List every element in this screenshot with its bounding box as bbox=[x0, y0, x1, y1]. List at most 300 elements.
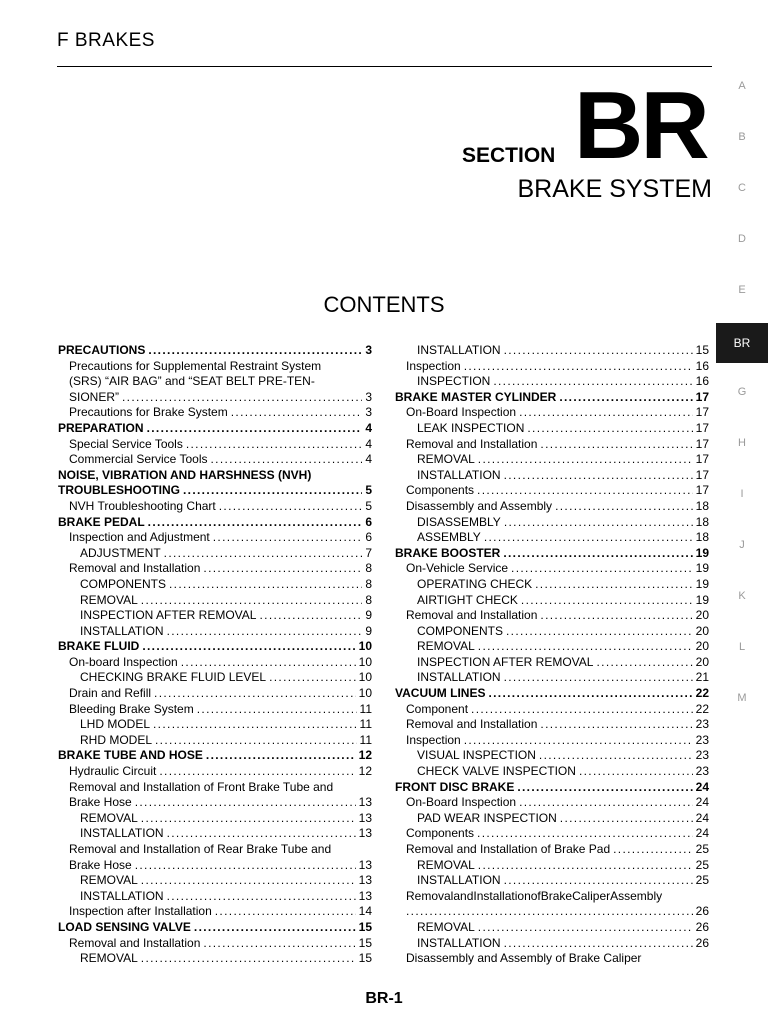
toc-entry[interactable] bbox=[395, 873, 709, 889]
section-tab-a[interactable]: A bbox=[738, 80, 746, 92]
toc-entry[interactable] bbox=[395, 858, 709, 874]
toc-entry[interactable] bbox=[395, 546, 709, 562]
toc-entry[interactable] bbox=[58, 842, 372, 858]
toc-entry[interactable] bbox=[58, 780, 372, 796]
toc-entry-page: 24 bbox=[695, 810, 709, 825]
toc-entry-page: 24 bbox=[695, 795, 709, 810]
toc-entry-title: On-Board Inspection bbox=[406, 405, 517, 420]
toc-entry-page: 22 bbox=[695, 686, 709, 701]
toc-entry-page: 8 bbox=[365, 592, 372, 607]
toc-entry[interactable] bbox=[58, 468, 372, 484]
toc-dot-leader bbox=[596, 655, 692, 671]
toc-entry[interactable] bbox=[58, 951, 372, 967]
toc-entry-page: 9 bbox=[365, 608, 372, 623]
toc-dot-leader bbox=[464, 733, 693, 749]
toc-dot-leader bbox=[169, 577, 362, 593]
toc-entry-page: 17 bbox=[695, 389, 709, 404]
toc-dot-leader bbox=[477, 483, 693, 499]
toc-dot-leader bbox=[613, 842, 693, 858]
toc-dot-leader bbox=[519, 795, 693, 811]
toc-entry[interactable] bbox=[58, 546, 372, 562]
toc-dot-leader bbox=[540, 437, 692, 453]
toc-entry[interactable] bbox=[395, 733, 709, 749]
toc-entry-title: Disassembly and Assembly bbox=[406, 498, 553, 513]
toc-dot-leader bbox=[186, 437, 362, 453]
toc-entry-title: RHD MODEL bbox=[80, 732, 153, 747]
toc-entry-page: 20 bbox=[695, 623, 709, 638]
toc-entry-page: 10 bbox=[358, 670, 372, 685]
toc-entry-page: 23 bbox=[695, 717, 709, 732]
toc-dot-leader bbox=[503, 546, 692, 562]
toc-entry[interactable] bbox=[395, 421, 709, 437]
toc-entry[interactable] bbox=[395, 577, 709, 593]
toc-entry[interactable] bbox=[58, 561, 372, 577]
section-tab-g[interactable]: G bbox=[737, 386, 747, 398]
toc-entry-title: NVH Troubleshooting Chart bbox=[69, 498, 216, 513]
toc-dot-leader bbox=[519, 405, 693, 421]
toc-entry[interactable] bbox=[395, 608, 709, 624]
toc-entry-title: Disassembly and Assembly of Brake Caliper bbox=[406, 951, 642, 966]
toc-entry-page: 10 bbox=[358, 639, 372, 654]
toc-dot-leader bbox=[540, 717, 692, 733]
section-tab-l[interactable]: L bbox=[738, 641, 746, 653]
toc-entry-title: BRAKE BOOSTER bbox=[395, 545, 501, 560]
toc-entry-title: BRAKE FLUID bbox=[58, 639, 140, 654]
toc-dot-leader bbox=[504, 936, 693, 952]
toc-entry[interactable] bbox=[395, 639, 709, 655]
toc-entry-title: On-Vehicle Service bbox=[406, 561, 509, 576]
toc-entry-page: 26 bbox=[695, 919, 709, 934]
toc-entry[interactable] bbox=[395, 686, 709, 702]
toc-dot-leader bbox=[471, 702, 693, 718]
toc-entry[interactable] bbox=[58, 359, 372, 375]
toc-entry-title: VISUAL INSPECTION bbox=[417, 748, 536, 763]
toc-entry-page: 19 bbox=[695, 576, 709, 591]
toc-entry-page: 18 bbox=[695, 498, 709, 513]
toc-dot-leader bbox=[153, 717, 357, 733]
toc-entry-title: LEAK INSPECTION bbox=[417, 420, 525, 435]
toc-entry-page: 15 bbox=[358, 951, 372, 966]
toc-dot-leader bbox=[141, 811, 356, 827]
toc-entry[interactable] bbox=[395, 920, 709, 936]
toc-entry[interactable] bbox=[395, 561, 709, 577]
toc-entry-page: 23 bbox=[695, 748, 709, 763]
toc-entry[interactable] bbox=[395, 530, 709, 546]
section-tab-j[interactable]: J bbox=[739, 539, 745, 551]
toc-dot-leader bbox=[147, 421, 363, 437]
toc-entry[interactable] bbox=[395, 889, 709, 905]
toc-entry[interactable] bbox=[58, 452, 372, 468]
toc-entry-title: PRECAUTIONS bbox=[58, 343, 146, 357]
toc-entry[interactable] bbox=[395, 795, 709, 811]
toc-entry-page: 16 bbox=[695, 374, 709, 389]
toc-dot-leader bbox=[539, 748, 693, 764]
toc-entry[interactable] bbox=[58, 437, 372, 453]
toc-entry-page: 12 bbox=[358, 764, 372, 779]
toc-entry[interactable] bbox=[395, 390, 709, 406]
toc-entry[interactable] bbox=[395, 842, 709, 858]
toc-entry[interactable] bbox=[58, 655, 372, 671]
toc-entry-title: Removal and Installation bbox=[69, 935, 201, 950]
toc-entry[interactable] bbox=[58, 717, 372, 733]
toc-entry-title: Removal and Installation of Brake Pad bbox=[406, 842, 611, 856]
toc-dot-leader bbox=[164, 546, 363, 562]
toc-dot-leader bbox=[259, 608, 362, 624]
toc-entry-page: 18 bbox=[695, 514, 709, 529]
toc-entry[interactable] bbox=[58, 608, 372, 624]
toc-entry-page: 19 bbox=[695, 561, 709, 576]
toc-entry-title: INSPECTION bbox=[417, 374, 491, 389]
toc-entry[interactable] bbox=[395, 717, 709, 733]
toc-dot-leader bbox=[167, 889, 356, 905]
toc-entry-title: Drain and Refill bbox=[69, 686, 152, 701]
toc-entry-page: 11 bbox=[359, 701, 372, 716]
toc-entry-title: (SRS) “AIR BAG” and “SEAT BELT PRE-TEN- bbox=[69, 374, 315, 389]
toc-entry-page: 25 bbox=[695, 842, 709, 856]
toc-entry-title: Precautions for Supplemental Restraint System bbox=[69, 358, 322, 373]
toc-entry-title: INSTALLATION bbox=[417, 935, 501, 950]
toc-entry-page: 13 bbox=[358, 795, 372, 810]
toc-entry[interactable] bbox=[395, 764, 709, 780]
toc-dot-leader bbox=[511, 561, 693, 577]
toc-dot-leader bbox=[231, 405, 363, 421]
toc-entry-page: 20 bbox=[695, 639, 709, 654]
toc-entry[interactable] bbox=[58, 405, 372, 421]
toc-dot-leader bbox=[148, 343, 362, 359]
toc-entry[interactable] bbox=[58, 530, 372, 546]
toc-entry[interactable] bbox=[395, 343, 709, 359]
toc-entry[interactable] bbox=[58, 889, 372, 905]
toc-dot-leader bbox=[141, 951, 356, 967]
toc-entry-title: Inspection and Adjustment bbox=[69, 530, 210, 545]
toc-entry-page: 15 bbox=[358, 919, 372, 934]
toc-dot-leader bbox=[197, 702, 357, 718]
toc-entry[interactable] bbox=[58, 499, 372, 515]
toc-entry-page: 16 bbox=[695, 358, 709, 373]
toc-dot-leader bbox=[504, 343, 693, 359]
toc-entry-title: Components bbox=[406, 483, 475, 498]
toc-entry[interactable] bbox=[58, 795, 372, 811]
toc-entry[interactable] bbox=[395, 515, 709, 531]
toc-entry[interactable] bbox=[395, 748, 709, 764]
toc-entry-title: FRONT DISC BRAKE bbox=[395, 779, 515, 794]
toc-entry[interactable] bbox=[395, 468, 709, 484]
page-number: BR-1 bbox=[365, 990, 403, 1007]
toc-entry-title: VACUUM LINES bbox=[395, 686, 486, 701]
toc-entry-title: Removal and Installation bbox=[69, 561, 201, 576]
toc-entry-title: COMPONENTS bbox=[417, 623, 504, 638]
toc-entry[interactable] bbox=[58, 904, 372, 920]
toc-dot-leader bbox=[478, 639, 693, 655]
toc-entry-title: INSPECTION AFTER REMOVAL bbox=[417, 654, 594, 669]
toc-dot-leader bbox=[579, 764, 693, 780]
toc-entry-page: 17 bbox=[695, 452, 709, 467]
toc-dot-leader bbox=[159, 764, 355, 780]
toc-entry[interactable] bbox=[395, 811, 709, 827]
toc-dot-leader bbox=[517, 780, 692, 796]
toc-entry[interactable] bbox=[58, 374, 372, 390]
toc-entry[interactable] bbox=[395, 826, 709, 842]
toc-entry[interactable] bbox=[395, 904, 709, 920]
toc-entry-page: 20 bbox=[695, 654, 709, 669]
toc-entry-page: 17 bbox=[695, 467, 709, 482]
toc-entry[interactable] bbox=[395, 374, 709, 390]
toc-entry-title: REMOVAL bbox=[417, 639, 475, 654]
toc-dot-leader bbox=[504, 670, 693, 686]
toc-entry[interactable] bbox=[58, 873, 372, 889]
toc-entry-page: 12 bbox=[358, 748, 372, 763]
toc-entry[interactable] bbox=[395, 499, 709, 515]
toc-entry[interactable] bbox=[395, 359, 709, 375]
toc-entry-page: 9 bbox=[365, 623, 372, 638]
toc-dot-leader bbox=[142, 639, 355, 655]
toc-entry-page: 17 bbox=[695, 436, 709, 451]
toc-dot-leader bbox=[135, 795, 356, 811]
toc-entry-title: ADJUSTMENT bbox=[80, 545, 161, 560]
toc-dot-leader bbox=[122, 390, 362, 406]
section-tab-m[interactable]: M bbox=[737, 692, 747, 704]
toc-dot-leader bbox=[141, 873, 356, 889]
toc-entry[interactable] bbox=[58, 639, 372, 655]
toc-entry-title: Removal and Installation bbox=[406, 717, 538, 732]
toc-entry[interactable] bbox=[58, 390, 372, 406]
toc-entry-page: 13 bbox=[358, 826, 372, 841]
toc-entry-page: 14 bbox=[358, 904, 372, 919]
toc-entry-title: REMOVAL bbox=[417, 857, 475, 872]
toc-entry-title: LHD MODEL bbox=[80, 717, 151, 732]
toc-entry-page: 18 bbox=[695, 530, 709, 545]
header-rule bbox=[57, 66, 712, 67]
toc-dot-leader bbox=[504, 873, 693, 889]
toc-entry-page: 25 bbox=[695, 873, 709, 888]
toc-entry[interactable] bbox=[58, 811, 372, 827]
toc-entry-page: 3 bbox=[365, 405, 372, 420]
toc-entry-title: PREPARATION bbox=[58, 420, 144, 435]
toc-entry-page: 23 bbox=[695, 732, 709, 747]
toc-entry-title: BRAKE PEDAL bbox=[58, 514, 145, 529]
section-tab-b[interactable]: B bbox=[738, 131, 746, 143]
toc-entry-title: Removal and Installation of Rear Brake Tube and bbox=[69, 842, 332, 856]
toc-dot-leader bbox=[183, 483, 362, 499]
toc-entry-title: CHECK VALVE INSPECTION bbox=[417, 764, 576, 779]
toc-entry-page: 15 bbox=[358, 935, 372, 950]
toc-dot-leader bbox=[211, 452, 363, 468]
toc-entry-page: 24 bbox=[695, 826, 709, 841]
toc-entry[interactable] bbox=[58, 624, 372, 640]
toc-entry[interactable] bbox=[58, 858, 372, 874]
toc-entry[interactable] bbox=[58, 577, 372, 593]
toc-entry[interactable] bbox=[58, 343, 372, 359]
section-tab-e[interactable]: E bbox=[738, 284, 746, 296]
toc-dot-leader bbox=[215, 904, 356, 920]
toc-entry-title: REMOVAL bbox=[417, 452, 475, 467]
toc-dot-leader bbox=[555, 499, 693, 515]
toc-entry-page: 8 bbox=[365, 576, 372, 591]
toc-dot-leader bbox=[477, 826, 693, 842]
toc-entry-page: 5 bbox=[365, 483, 372, 498]
toc-entry[interactable] bbox=[58, 733, 372, 749]
toc-entry-page: 17 bbox=[695, 405, 709, 420]
toc-entry-page: 19 bbox=[695, 592, 709, 607]
toc-dot-leader bbox=[181, 655, 356, 671]
toc-entry[interactable] bbox=[58, 936, 372, 952]
toc-entry[interactable] bbox=[58, 593, 372, 609]
toc-dot-leader bbox=[148, 515, 363, 531]
toc-dot-leader bbox=[219, 499, 363, 515]
toc-dot-leader bbox=[560, 811, 693, 827]
toc-entry-title: Component bbox=[406, 701, 469, 716]
toc-entry[interactable] bbox=[395, 452, 709, 468]
toc-dot-leader bbox=[406, 904, 693, 920]
toc-entry[interactable] bbox=[395, 780, 709, 796]
toc-entry-page: 20 bbox=[695, 608, 709, 623]
toc-entry[interactable] bbox=[395, 951, 709, 967]
toc-dot-leader bbox=[559, 390, 692, 406]
toc-entry[interactable] bbox=[395, 936, 709, 952]
toc-entry-title: AIRTIGHT CHECK bbox=[417, 592, 518, 607]
toc-entry[interactable] bbox=[395, 483, 709, 499]
toc-entry-title: ASSEMBLY bbox=[417, 530, 481, 545]
toc-entry[interactable] bbox=[58, 670, 372, 686]
toc-dot-leader bbox=[504, 515, 693, 531]
toc-entry-title: Bleeding Brake System bbox=[69, 701, 194, 716]
toc-entry-page: 23 bbox=[695, 764, 709, 779]
toc-entry[interactable] bbox=[58, 686, 372, 702]
section-tab-c[interactable]: C bbox=[738, 182, 746, 194]
toc-entry-title: INSTALLATION bbox=[417, 873, 501, 888]
toc-entry[interactable] bbox=[58, 421, 372, 437]
section-tab-br[interactable]: BR bbox=[716, 323, 768, 363]
toc-entry-title: CHECKING BRAKE FLUID LEVEL bbox=[80, 670, 267, 685]
toc-dot-leader bbox=[141, 593, 363, 609]
toc-entry-title: On-Board Inspection bbox=[406, 795, 517, 810]
toc-entry[interactable] bbox=[395, 655, 709, 671]
toc-entry-title: INSTALLATION bbox=[80, 888, 164, 903]
toc-dot-leader bbox=[478, 452, 693, 468]
toc-entry-title: Inspection after Installation bbox=[69, 904, 212, 919]
toc-entry[interactable] bbox=[395, 437, 709, 453]
toc-dot-leader bbox=[540, 608, 692, 624]
toc-entry-page: 4 bbox=[365, 436, 372, 451]
toc-entry-title: On-board Inspection bbox=[69, 654, 178, 669]
toc-dot-leader bbox=[213, 530, 363, 546]
toc-entry-title: BRAKE TUBE AND HOSE bbox=[58, 748, 203, 763]
toc-dot-leader bbox=[135, 858, 356, 874]
toc-dot-leader bbox=[506, 624, 693, 640]
toc-entry[interactable] bbox=[58, 748, 372, 764]
section-tab-d[interactable]: D bbox=[738, 233, 746, 245]
toc-entry[interactable] bbox=[58, 920, 372, 936]
toc-entry-page: 13 bbox=[358, 810, 372, 825]
toc-column-right bbox=[395, 343, 709, 967]
toc-entry-page: 22 bbox=[695, 701, 709, 716]
toc-entry-title: TROUBLESHOOTING bbox=[58, 483, 180, 498]
toc-entry-title: REMOVAL bbox=[80, 951, 138, 966]
toc-entry-page: 11 bbox=[359, 717, 372, 732]
toc-entry-page: 10 bbox=[358, 654, 372, 669]
toc-entry-page: 6 bbox=[365, 514, 372, 529]
section-code: BR bbox=[574, 72, 707, 179]
toc-entry-page: 13 bbox=[358, 873, 372, 888]
toc-column-left bbox=[58, 343, 372, 967]
toc-dot-leader bbox=[478, 920, 693, 936]
section-name: BRAKE SYSTEM bbox=[517, 175, 712, 203]
toc-entry-page: 5 bbox=[365, 498, 372, 513]
toc-entry-title: OPERATING CHECK bbox=[417, 576, 533, 591]
toc-entry[interactable] bbox=[58, 826, 372, 842]
toc-entry[interactable] bbox=[395, 670, 709, 686]
toc-entry-title: Special Service Tools bbox=[69, 436, 183, 451]
toc-entry-page: 17 bbox=[695, 420, 709, 435]
toc-entry-page: 3 bbox=[365, 389, 372, 404]
toc-entry-title: INSTALLATION bbox=[80, 623, 164, 638]
toc-entry[interactable] bbox=[58, 764, 372, 780]
toc-entry-title: INSPECTION AFTER REMOVAL bbox=[80, 608, 257, 623]
toc-entry-title: REMOVAL bbox=[417, 919, 475, 934]
toc-entry-title: Hydraulic Circuit bbox=[69, 764, 157, 779]
toc-dot-leader bbox=[464, 359, 693, 375]
toc-dot-leader bbox=[203, 936, 355, 952]
toc-entry-page: 3 bbox=[365, 343, 372, 357]
toc-entry-page: 6 bbox=[365, 530, 372, 545]
toc-entry[interactable] bbox=[395, 702, 709, 718]
toc-entry-page: 17 bbox=[695, 483, 709, 498]
toc-entry[interactable] bbox=[395, 405, 709, 421]
toc-entry-title: Removal and Installation of Front Brake Tube and bbox=[69, 779, 334, 794]
toc-entry-page: 26 bbox=[695, 904, 709, 919]
toc-entry-title: Commercial Service Tools bbox=[69, 452, 208, 467]
section-tab-k[interactable]: K bbox=[738, 590, 746, 602]
toc-entry-title: INSTALLATION bbox=[417, 670, 501, 685]
toc-entry[interactable] bbox=[58, 702, 372, 718]
toc-dot-leader bbox=[155, 733, 357, 749]
section-label: SECTION bbox=[462, 144, 556, 167]
toc-entry-title: RemovalandInstallationofBrakeCaliperAssembly bbox=[406, 888, 663, 903]
toc-entry-title: Removal and Installation bbox=[406, 436, 538, 451]
toc-entry-page: 25 bbox=[695, 857, 709, 872]
toc-entry-title: COMPONENTS bbox=[80, 576, 167, 591]
toc-dot-leader bbox=[504, 468, 693, 484]
toc-dot-leader bbox=[535, 577, 693, 593]
toc-entry[interactable] bbox=[58, 515, 372, 531]
toc-entry-title: INSTALLATION bbox=[417, 343, 501, 357]
toc-entry[interactable] bbox=[395, 593, 709, 609]
toc-dot-leader bbox=[478, 858, 693, 874]
toc-entry-title: DISASSEMBLY bbox=[417, 514, 501, 529]
toc-dot-leader bbox=[493, 374, 692, 390]
toc-entry-title: Removal and Installation bbox=[406, 608, 538, 623]
toc-entry-page: 11 bbox=[359, 732, 372, 747]
contents-heading: CONTENTS bbox=[323, 292, 445, 317]
toc-entry-title: REMOVAL bbox=[80, 592, 138, 607]
toc-entry[interactable] bbox=[58, 483, 372, 499]
toc-entry-page: 13 bbox=[358, 857, 372, 872]
toc-dot-leader bbox=[527, 421, 692, 437]
section-tab-h[interactable]: H bbox=[738, 437, 746, 449]
toc-entry-page: 26 bbox=[695, 935, 709, 950]
toc-entry-title: INSTALLATION bbox=[417, 467, 501, 482]
section-tab-i[interactable]: I bbox=[740, 488, 744, 500]
toc-entry-title: INSTALLATION bbox=[80, 826, 164, 841]
toc-entry-page: 7 bbox=[365, 545, 372, 560]
toc-dot-leader bbox=[521, 593, 693, 609]
toc-entry[interactable] bbox=[395, 624, 709, 640]
toc-entry-title: REMOVAL bbox=[80, 810, 138, 825]
toc-entry-title: Components bbox=[406, 826, 475, 841]
toc-dot-leader bbox=[206, 748, 356, 764]
toc-entry-title: BRAKE MASTER CYLINDER bbox=[395, 389, 557, 404]
toc-entry-page: 4 bbox=[365, 452, 372, 467]
